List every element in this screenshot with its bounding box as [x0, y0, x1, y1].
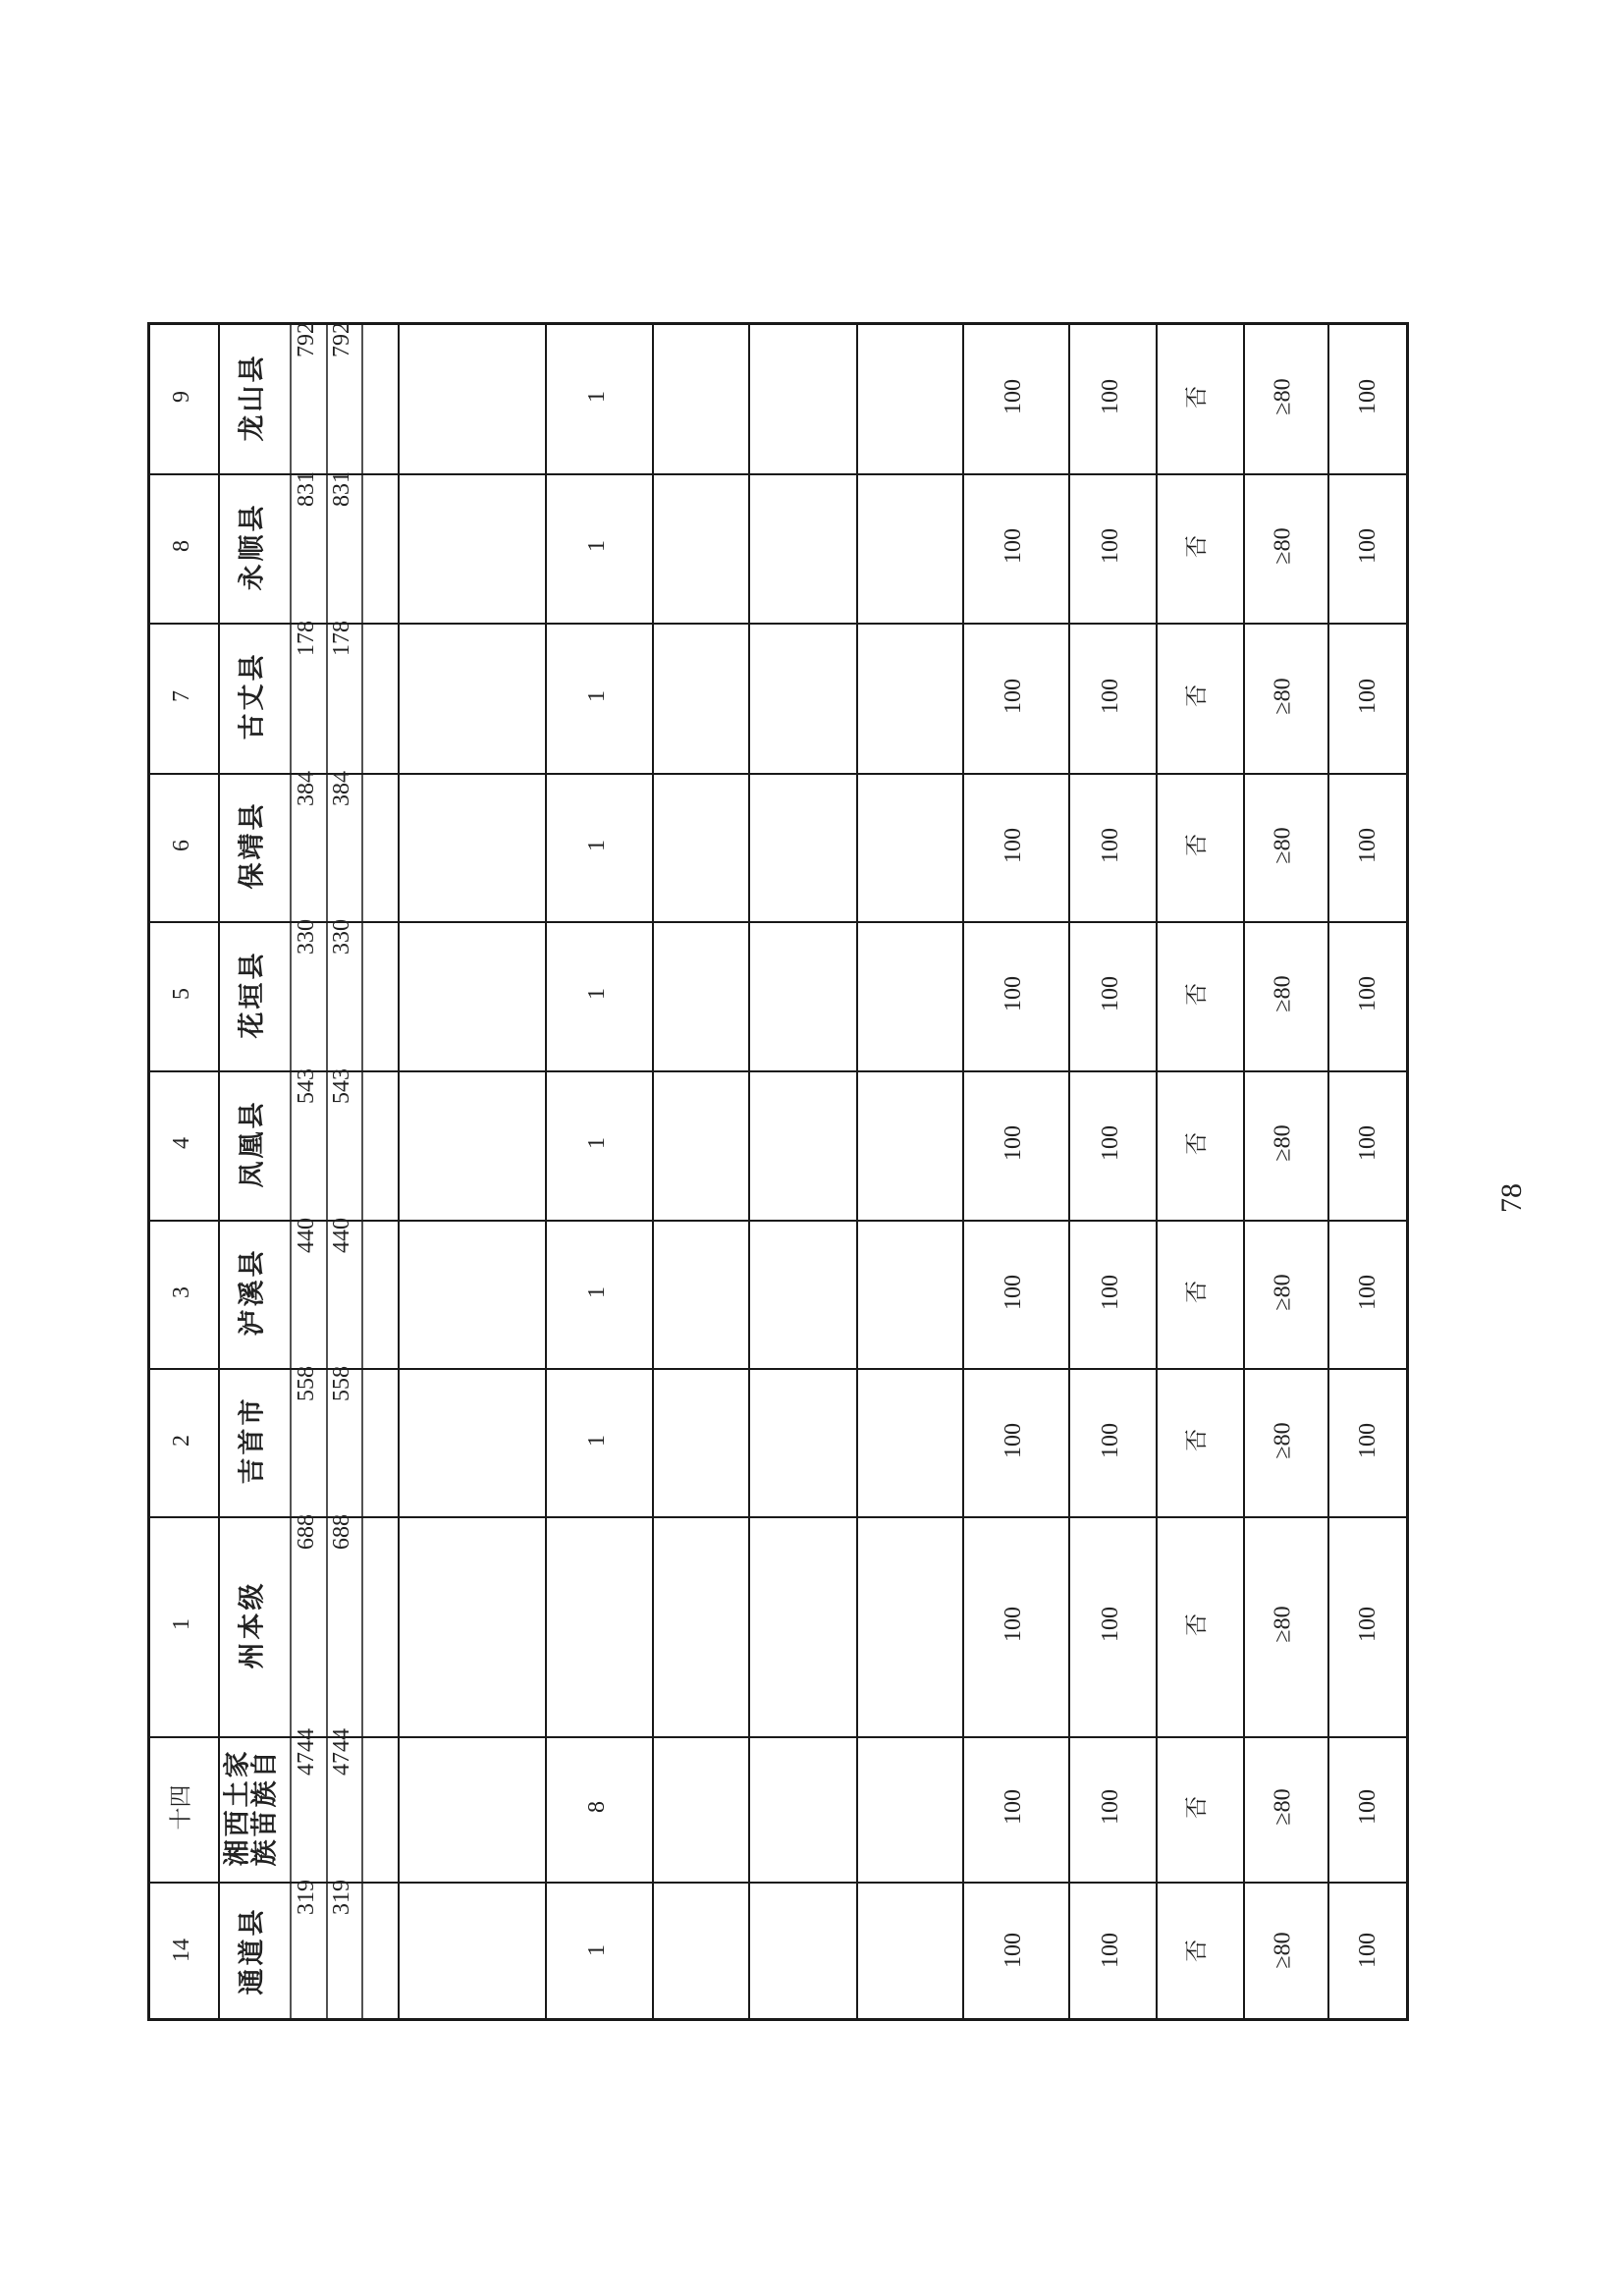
cell-text: 100 — [1354, 976, 1380, 1011]
cell-text: 100 — [1001, 528, 1026, 564]
cell-text: 543 — [329, 1068, 354, 1104]
table-cell-f — [1325, 1734, 1409, 1880]
table-cell-name — [216, 771, 288, 919]
table-cell-index — [147, 1734, 216, 1880]
cell-text: 100 — [1097, 1789, 1123, 1825]
table-cell-f — [1325, 771, 1409, 919]
cell-text: 1 — [169, 1618, 194, 1630]
table-cell-f — [1325, 1218, 1409, 1366]
table-cell-e — [1241, 322, 1325, 471]
table-cell-d — [1154, 919, 1241, 1068]
table-cell-v2 — [324, 322, 359, 471]
cell-text: 100 — [1097, 1607, 1123, 1642]
cell-text: 100 — [1354, 827, 1380, 863]
cell-text: 100 — [1097, 1274, 1123, 1310]
cell-text: 十四 — [168, 1784, 194, 1830]
cell-text: 688 — [293, 1514, 319, 1550]
cell-text: 否 — [1184, 982, 1210, 1006]
cell-text: 1 — [583, 1285, 610, 1298]
cell-text: 319 — [329, 1880, 354, 1915]
table-cell-v2 — [324, 1068, 359, 1218]
cell-text: 4744 — [329, 1728, 354, 1776]
table-cell-f — [1325, 919, 1409, 1068]
cell-text: ≥80 — [1270, 378, 1296, 415]
cell-text: ≥80 — [1270, 1421, 1296, 1459]
cell-text: 792 — [329, 322, 354, 357]
cell-text: 1 — [583, 1944, 610, 1956]
table-cell-d — [1154, 771, 1241, 919]
table-cell-v1 — [288, 771, 324, 919]
cell-text: 否 — [1184, 684, 1210, 707]
cell-text: 泸溪县 — [237, 1247, 267, 1337]
cell-text: 5 — [169, 988, 194, 1000]
table-cell-c2 — [1066, 1068, 1154, 1218]
table-cell-c1 — [960, 1880, 1066, 2021]
cell-text: 178 — [329, 621, 354, 656]
table-cell-v1 — [288, 322, 324, 471]
table-cell-index — [147, 621, 216, 771]
cell-text: 100 — [1354, 528, 1380, 564]
cell-text: 831 — [329, 471, 354, 507]
table-cell-f — [1325, 1514, 1409, 1734]
cell-text: 100 — [1354, 678, 1380, 714]
region-name — [224, 1748, 280, 1866]
cell-text: 100 — [1354, 1789, 1380, 1825]
cell-text: 6 — [169, 839, 194, 851]
cell-text: ≥80 — [1270, 1606, 1296, 1643]
cell-text: 否 — [1184, 1131, 1210, 1155]
cell-text: 否 — [1184, 834, 1210, 856]
cell-text: 否 — [1184, 1281, 1210, 1303]
cell-text: 384 — [329, 771, 354, 806]
table-cell-index — [147, 771, 216, 919]
table-cell-v2 — [324, 1514, 359, 1734]
cell-text: 古丈县 — [237, 651, 267, 740]
cell-text: 1 — [583, 540, 610, 552]
cell-text: 花垣县 — [237, 950, 267, 1038]
table-cell-name — [216, 322, 288, 471]
region-name-line: 族苗族自 — [249, 1748, 281, 1866]
cell-text: 100 — [1001, 827, 1026, 863]
table-cell-v1 — [288, 1514, 324, 1734]
cell-text: 100 — [1354, 379, 1380, 414]
cell-text: ≥80 — [1270, 1932, 1296, 1969]
table-cell-c2 — [1066, 919, 1154, 1068]
cell-text: 319 — [293, 1880, 319, 1915]
cell-text: 否 — [1184, 385, 1210, 409]
table-cell-name — [216, 1734, 288, 1880]
cell-text: 100 — [1097, 379, 1123, 414]
table-cell-v1 — [288, 919, 324, 1068]
cell-text: 100 — [1001, 379, 1026, 414]
cell-text: ≥80 — [1270, 677, 1296, 715]
cell-text: 2 — [169, 1434, 194, 1447]
cell-text: ≥80 — [1270, 826, 1296, 864]
cell-text: 14 — [169, 1939, 194, 1962]
cell-text: 178 — [293, 621, 319, 656]
cell-text: 4 — [169, 1137, 194, 1149]
table-cell-index — [147, 471, 216, 621]
table-cell-d — [1154, 1514, 1241, 1734]
cell-text: 558 — [293, 1366, 319, 1401]
cell-text: 州本级 — [237, 1580, 267, 1668]
table-cell-d — [1154, 471, 1241, 621]
cell-text: 792 — [293, 322, 319, 357]
cell-text: 100 — [1001, 1933, 1026, 1968]
cell-text: 8 — [583, 1801, 610, 1813]
cell-text: 否 — [1184, 1429, 1210, 1451]
cell-text: 否 — [1184, 1939, 1210, 1962]
table-cell-v1 — [288, 471, 324, 621]
table-cell-b — [543, 771, 650, 919]
cell-text: 否 — [1184, 1795, 1210, 1819]
page-number: 78 — [1495, 1183, 1528, 1213]
table-cell-v2 — [324, 471, 359, 621]
table-cell-name — [216, 919, 288, 1068]
table-cell-e — [1241, 1734, 1325, 1880]
table-cell-index — [147, 1880, 216, 2021]
table-cell-v2 — [324, 771, 359, 919]
table-cell-index — [147, 1366, 216, 1514]
table-cell-b — [543, 621, 650, 771]
table-cell-b — [543, 471, 650, 621]
cell-text: 1 — [583, 1434, 610, 1447]
cell-text: 100 — [1001, 1789, 1026, 1825]
cell-text: 1 — [583, 839, 610, 851]
data-table — [147, 322, 1409, 2021]
cell-text: 保靖县 — [237, 800, 267, 890]
cell-text: 384 — [293, 771, 319, 806]
cell-text: 558 — [329, 1366, 354, 1401]
table-cell-c2 — [1066, 1514, 1154, 1734]
cell-text: 440 — [293, 1218, 319, 1253]
table-cell-b — [543, 1366, 650, 1514]
table-cell-e — [1241, 1366, 1325, 1514]
cell-text: 100 — [1001, 1607, 1026, 1642]
cell-text: 永顺县 — [237, 502, 267, 590]
table-cell-d — [1154, 322, 1241, 471]
cell-text: 否 — [1184, 1613, 1210, 1636]
table-cell-e — [1241, 771, 1325, 919]
table-cell-d — [1154, 621, 1241, 771]
cell-text: 100 — [1001, 1422, 1026, 1458]
table-cell-name — [216, 1514, 288, 1734]
table-cell-e — [1241, 919, 1325, 1068]
table-cell-d — [1154, 1734, 1241, 1880]
table-cell-b — [543, 919, 650, 1068]
cell-text: 7 — [169, 689, 194, 702]
table-cell-v2 — [324, 919, 359, 1068]
cell-text: 100 — [1354, 1933, 1380, 1968]
table-cell-name — [216, 471, 288, 621]
table-cell-e — [1241, 1880, 1325, 2021]
table-cell-e — [1241, 471, 1325, 621]
table-cell-b — [543, 1514, 650, 1734]
cell-text: ≥80 — [1270, 975, 1296, 1012]
table-cell-c1 — [960, 1218, 1066, 1366]
table-cell-f — [1325, 471, 1409, 621]
cell-text: 440 — [329, 1218, 354, 1253]
table-cell-c2 — [1066, 621, 1154, 771]
cell-text: ≥80 — [1270, 527, 1296, 565]
cell-text: 1 — [583, 988, 610, 1000]
cell-text: 通道县 — [237, 1906, 267, 1995]
table-cell-d — [1154, 1218, 1241, 1366]
table-cell-name — [216, 1880, 288, 2021]
table-cell-f — [1325, 1880, 1409, 2021]
table-cell-c2 — [1066, 471, 1154, 621]
table-cell-index — [147, 322, 216, 471]
table-cell-b — [543, 1734, 650, 1880]
table-cell-v1 — [288, 621, 324, 771]
cell-text: 龙山县 — [237, 353, 267, 441]
cell-text: 100 — [1001, 678, 1026, 714]
table-cell-b — [543, 322, 650, 471]
table-cell-index — [147, 919, 216, 1068]
table-cell-c2 — [1066, 1218, 1154, 1366]
cell-text: 330 — [293, 919, 319, 955]
cell-text: 100 — [1354, 1607, 1380, 1642]
cell-text: 吉首市 — [237, 1395, 267, 1485]
table-cell-c1 — [960, 1068, 1066, 1218]
table-cell-e — [1241, 1218, 1325, 1366]
table-cell-f — [1325, 1068, 1409, 1218]
cell-text: 4744 — [293, 1728, 319, 1776]
table-cell-v1 — [288, 1728, 324, 1880]
cell-text: 100 — [1097, 1422, 1123, 1458]
table-cell-f — [1325, 1366, 1409, 1514]
cell-text: 100 — [1001, 976, 1026, 1011]
table-cell-index — [147, 1218, 216, 1366]
table-cell-name — [216, 1218, 288, 1366]
table-cell-c1 — [960, 322, 1066, 471]
table-cell-f — [1325, 322, 1409, 471]
table-cell-c2 — [1066, 1880, 1154, 2021]
cell-text: 100 — [1354, 1422, 1380, 1458]
table-cell-f — [1325, 621, 1409, 771]
table-cell-e — [1241, 1068, 1325, 1218]
cell-text: 9 — [169, 391, 194, 403]
cell-text: 100 — [1097, 678, 1123, 714]
table-cell-b — [543, 1880, 650, 2021]
cell-text: 1 — [583, 1137, 610, 1149]
table-cell-c1 — [960, 621, 1066, 771]
cell-text: 100 — [1354, 1274, 1380, 1310]
cell-text: 100 — [1354, 1125, 1380, 1161]
table-cell-c1 — [960, 771, 1066, 919]
table-cell-c1 — [960, 1734, 1066, 1880]
cell-text: 1 — [583, 689, 610, 702]
table-cell-e — [1241, 1514, 1325, 1734]
table-cell-v2 — [324, 1728, 359, 1880]
table-cell-v1 — [288, 1068, 324, 1218]
table-cell-v1 — [288, 1880, 324, 2021]
table-cell-v2 — [324, 1218, 359, 1366]
cell-text: 100 — [1097, 976, 1123, 1011]
table-cell-v1 — [288, 1218, 324, 1366]
cell-text: ≥80 — [1270, 1273, 1296, 1311]
table-cell-d — [1154, 1068, 1241, 1218]
region-name-line: 湘西土家 — [222, 1748, 253, 1866]
cell-text: 8 — [169, 540, 194, 552]
table-cell-b — [543, 1218, 650, 1366]
cell-text: 831 — [293, 471, 319, 507]
table-cell-c2 — [1066, 322, 1154, 471]
cell-text: 688 — [329, 1514, 354, 1550]
cell-text: 100 — [1097, 1933, 1123, 1968]
table-cell-name — [216, 621, 288, 771]
table-cell-c2 — [1066, 1366, 1154, 1514]
table-cell-c2 — [1066, 1734, 1154, 1880]
cell-text: 3 — [169, 1285, 194, 1298]
cell-text: 100 — [1097, 1125, 1123, 1161]
table-cell-c1 — [960, 471, 1066, 621]
table-cell-v2 — [324, 621, 359, 771]
table-cell-index — [147, 1068, 216, 1218]
table-cell-d — [1154, 1366, 1241, 1514]
cell-text: 330 — [329, 919, 354, 955]
cell-text: ≥80 — [1270, 1788, 1296, 1826]
table-cell-c1 — [960, 1514, 1066, 1734]
table-cell-c1 — [960, 919, 1066, 1068]
cell-text: 1 — [583, 391, 610, 403]
cell-text: 543 — [293, 1068, 319, 1104]
cell-text: 凤凰县 — [237, 1099, 267, 1187]
table-cell-name — [216, 1068, 288, 1218]
table-cell-v2 — [324, 1366, 359, 1514]
table-cell-name — [216, 1366, 288, 1514]
cell-text: 100 — [1097, 528, 1123, 564]
table-cell-index — [147, 1514, 216, 1734]
table-cell-e — [1241, 621, 1325, 771]
cell-text: 100 — [1097, 827, 1123, 863]
table-cell-c1 — [960, 1366, 1066, 1514]
table-cell-c2 — [1066, 771, 1154, 919]
cell-text: 100 — [1001, 1274, 1026, 1310]
table-cell-v2 — [324, 1880, 359, 2021]
cell-text: 100 — [1001, 1125, 1026, 1161]
table-cell-v1 — [288, 1366, 324, 1514]
table-cell-d — [1154, 1880, 1241, 2021]
cell-text: ≥80 — [1270, 1124, 1296, 1162]
cell-text: 否 — [1184, 534, 1210, 558]
table-cell-b — [543, 1068, 650, 1218]
